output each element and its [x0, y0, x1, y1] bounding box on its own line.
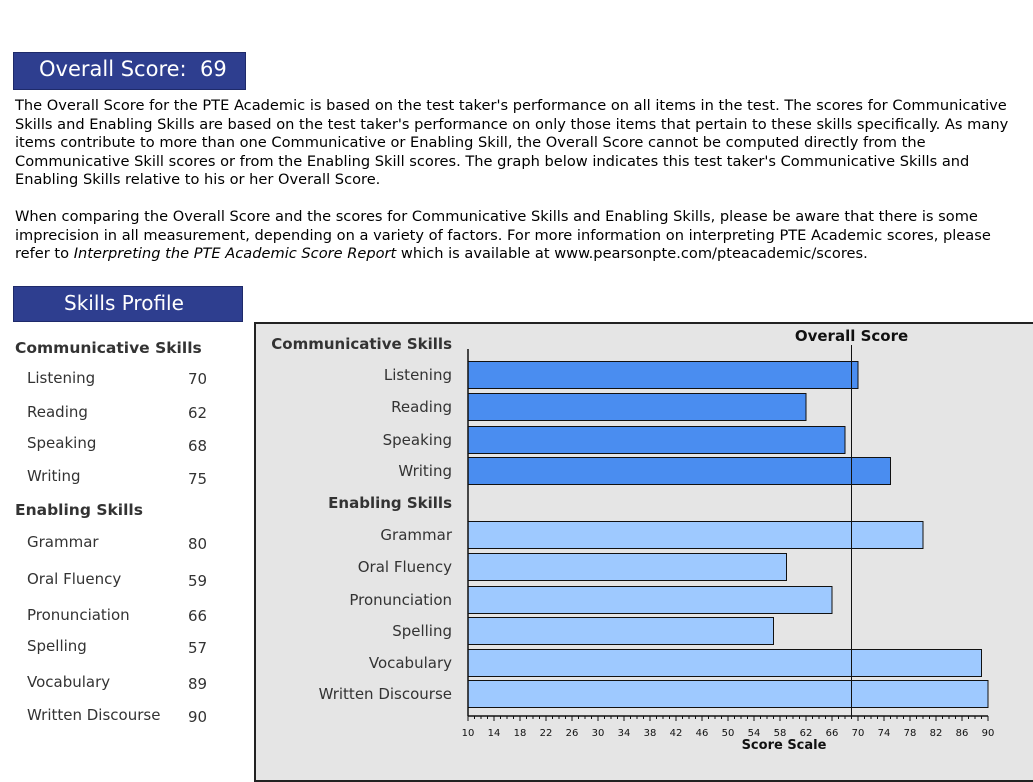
- intro-p2-line: imprecision in all measurement, depending on a variety of factors. For more information on interpreting PTE Academic scores, please: [15, 226, 991, 244]
- skill-score-vocabulary: 89: [188, 675, 208, 693]
- chart-tick-label: 46: [695, 728, 709, 739]
- intro-p2-pre: refer to: [15, 245, 74, 262]
- skill-label-vocabulary: Vocabulary: [27, 673, 111, 691]
- chart-tick-label: 58: [773, 728, 787, 739]
- overall-score-value: 69: [199, 57, 227, 81]
- skill-label-listening: Listening: [27, 369, 96, 387]
- skill-score-oral-fluency: 59: [188, 572, 208, 590]
- overall-score-label: Overall Score:: [39, 57, 187, 81]
- chart-x-axis-label: Score Scale: [741, 738, 827, 753]
- chart-category-label: Listening: [383, 366, 452, 384]
- skill-score-pronunciation: 66: [188, 607, 208, 625]
- skill-label-pronunciation: Pronunciation: [27, 606, 130, 624]
- skills-profile-title: Skills Profile: [64, 291, 184, 315]
- chart-tick-label: 22: [539, 728, 553, 739]
- score-report-guide-title: Interpreting the PTE Academic Score Report: [73, 245, 397, 262]
- skill-label-oral-fluency: Oral Fluency: [27, 570, 122, 588]
- chart-tick-label: 38: [643, 728, 657, 739]
- chart-bar-pronunciation: [468, 587, 832, 614]
- overall-score-line-label: Overall Score: [794, 327, 909, 345]
- chart-group-heading: Enabling Skills: [328, 494, 452, 512]
- chart-tick-label: 54: [747, 728, 761, 739]
- intro-p2-post: which is available at www.pearsonpte.com/pteacademic/scores.: [396, 245, 868, 262]
- intro-p1-line: items contribute to more than one Communicative or Enabling Skill, the Overall Score cannot be computed directly from the: [15, 134, 926, 151]
- skill-score-reading: 62: [188, 404, 208, 422]
- chart-tick-label: 10: [461, 728, 475, 739]
- communicative-skills-heading: Communicative Skills: [15, 339, 202, 357]
- chart-tick-label: 34: [617, 728, 631, 739]
- chart-category-label: Pronunciation: [349, 591, 452, 609]
- chart-category-label: Writing: [398, 462, 452, 480]
- chart-category-label: Reading: [391, 398, 452, 416]
- skill-label-written-discourse: Written Discourse: [27, 706, 161, 724]
- chart-tick-label: 50: [721, 728, 735, 739]
- chart-tick-label: 70: [851, 728, 865, 739]
- intro-p2-line: When comparing the Overall Score and the scores for Communicative Skills and Enabling Skills, please be aware that there is some: [15, 208, 978, 225]
- skill-score-speaking: 68: [188, 437, 208, 455]
- skill-label-speaking: Speaking: [27, 434, 97, 452]
- chart-bar-speaking: [468, 427, 845, 454]
- chart-tick-label: 14: [487, 728, 501, 739]
- chart-bar-oral-fluency: [468, 554, 787, 581]
- chart-bar-reading: [468, 394, 806, 421]
- chart-category-label: Grammar: [380, 526, 452, 544]
- skill-score-written-discourse: 90: [188, 708, 208, 726]
- enabling-skills-heading: Enabling Skills: [15, 501, 143, 519]
- chart-category-label: Written Discourse: [318, 685, 452, 703]
- chart-tick-label: 66: [825, 728, 839, 739]
- chart-tick-label: 86: [955, 728, 969, 739]
- chart-bar-vocabulary: [468, 650, 982, 677]
- chart-bar-spelling: [468, 618, 774, 645]
- intro-p1-line: Communicative Skill scores or from the Enabling Skill scores. The graph below indicates this test taker's Communicative Skills and: [15, 152, 970, 170]
- chart-bar-listening: [468, 362, 858, 389]
- skill-score-listening: 70: [188, 370, 208, 388]
- chart-tick-label: 18: [513, 728, 527, 739]
- chart-tick-label: 82: [929, 728, 943, 739]
- chart-category-label: Vocabulary: [368, 654, 452, 672]
- chart-category-label: Spelling: [392, 622, 452, 640]
- intro-p1-line: Enabling Skills relative to his or her Overall Score.: [15, 171, 381, 188]
- chart-tick-label: 74: [877, 728, 891, 739]
- chart-tick-label: 26: [565, 728, 579, 739]
- chart-category-label: Speaking: [382, 431, 452, 449]
- chart-bar-grammar: [468, 522, 923, 549]
- chart-category-label: Oral Fluency: [357, 558, 452, 576]
- chart-tick-label: 90: [981, 728, 995, 739]
- intro-p1-line: Skills and Enabling Skills are based on the test taker's performance on only those items that pertain to these skills specifically. As many: [15, 115, 1009, 133]
- skill-label-reading: Reading: [27, 403, 88, 421]
- skill-score-writing: 75: [188, 470, 208, 488]
- chart-tick-label: 78: [903, 728, 917, 739]
- chart-group-heading: Communicative Skills: [271, 335, 452, 353]
- chart-tick-label: 62: [799, 728, 813, 739]
- skill-score-grammar: 80: [188, 535, 208, 553]
- skill-label-writing: Writing: [27, 467, 81, 485]
- skill-score-spelling: 57: [188, 639, 208, 657]
- chart-tick-label: 42: [669, 728, 683, 739]
- intro-p1-line: The Overall Score for the PTE Academic is based on the test taker's performance on all items in the test. The scores for Communicative: [15, 97, 1007, 114]
- chart-bar-writing: [468, 458, 891, 485]
- skill-label-grammar: Grammar: [27, 533, 99, 551]
- chart-bar-written-discourse: [468, 681, 988, 708]
- skill-label-spelling: Spelling: [27, 637, 87, 655]
- chart-tick-label: 30: [591, 728, 605, 739]
